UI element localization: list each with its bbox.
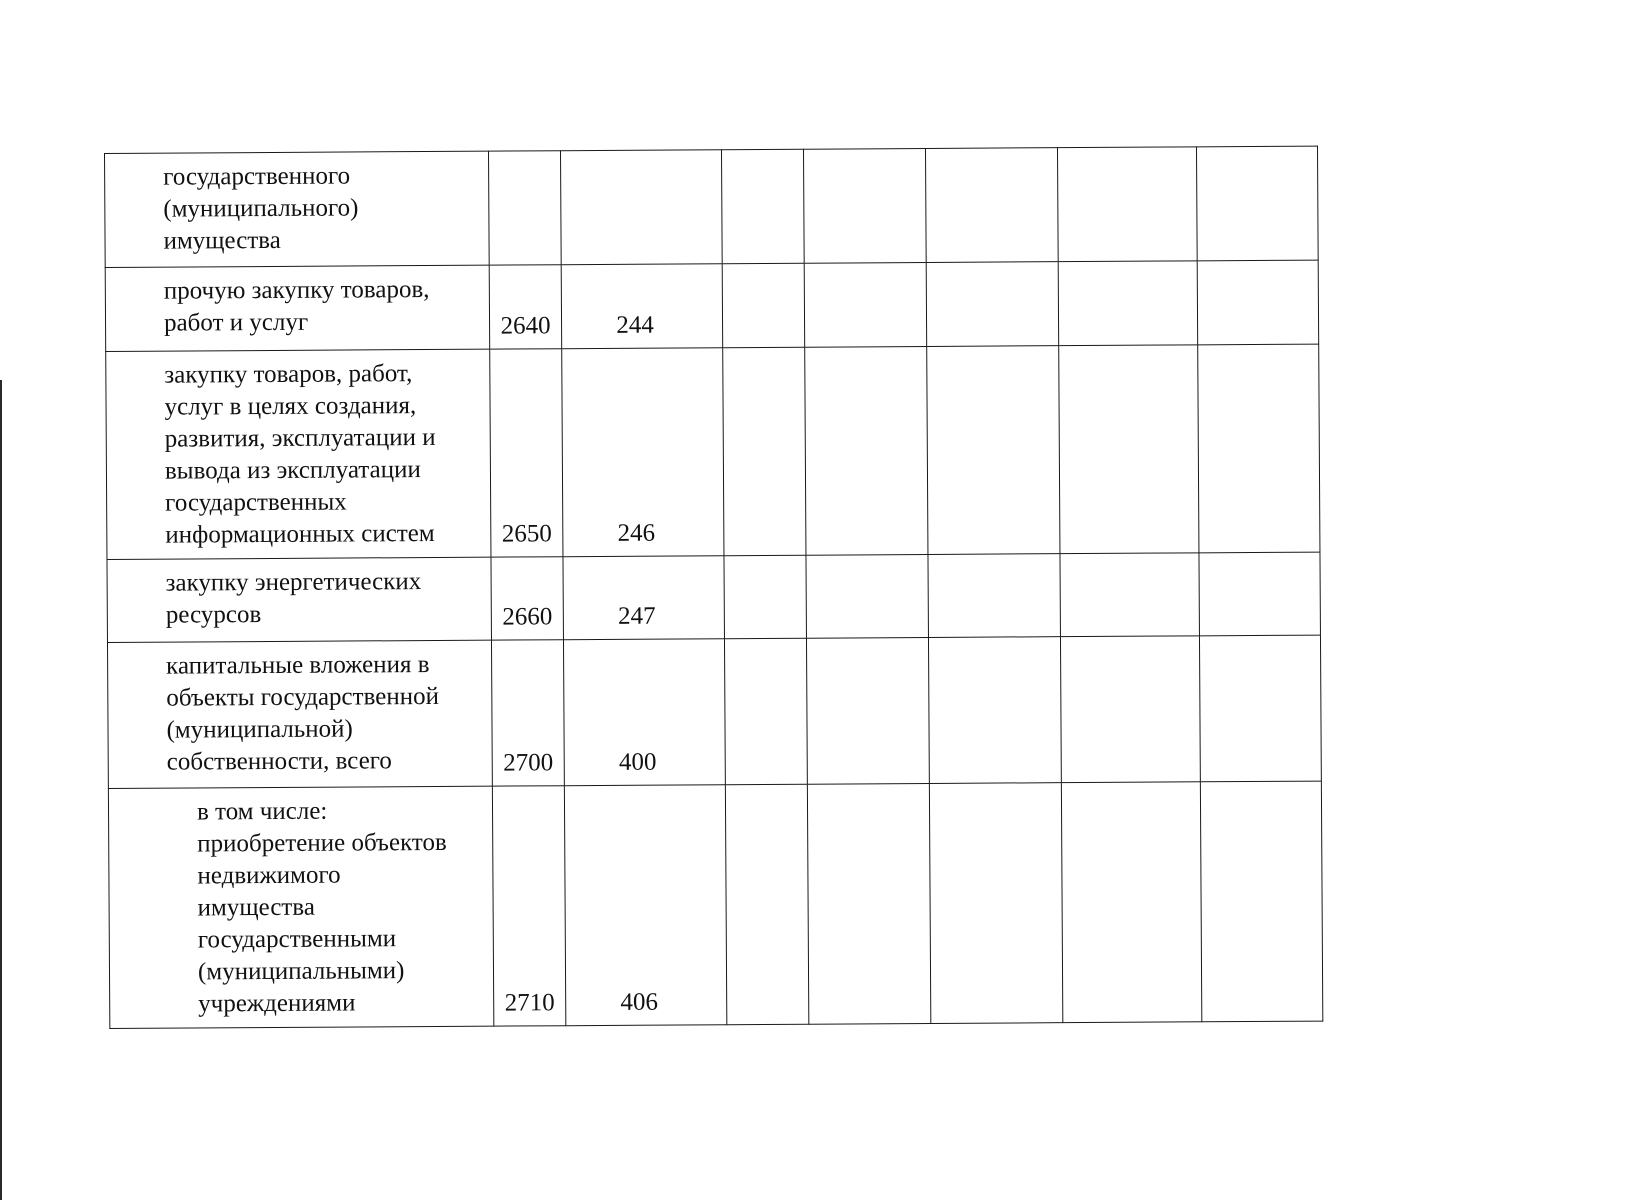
row-name: закупку товаров, работ, услуг в целях создания, развития, эксплуатации и вывода из эксплуатации государственных информационных систем: [164, 360, 436, 549]
row-budget-code: [560, 150, 722, 265]
empty-cell: [723, 347, 806, 555]
empty-cell: [806, 554, 929, 638]
empty-cell: [724, 638, 807, 784]
row-line-code: 2660: [491, 557, 564, 640]
empty-cell: [927, 346, 1060, 555]
row-name-cell: [107, 557, 491, 642]
empty-cell: [1061, 782, 1201, 1023]
budget-table: [104, 146, 1323, 1029]
empty-cell: [724, 555, 807, 638]
empty-cell: [806, 637, 929, 784]
row-name: капитальные вложения в объекты государственной (муниципальной) собственности, всего: [166, 651, 440, 776]
empty-cell: [1057, 147, 1197, 262]
empty-cell: [1059, 345, 1199, 554]
row-budget-code: 246: [562, 348, 724, 557]
table-row: [107, 635, 1321, 788]
empty-cell: [1060, 553, 1200, 637]
row-budget-code: 244: [561, 264, 723, 349]
row-name: прочую закупку товаров, работ и услуг: [163, 276, 430, 337]
empty-cell: [725, 784, 808, 1024]
empty-cell: [1198, 344, 1320, 553]
row-name-cell: [105, 151, 490, 267]
empty-cell: [928, 637, 1061, 784]
row-budget-code: 400: [563, 639, 725, 786]
row-name: закупку энергетических ресурсов: [165, 568, 422, 629]
empty-cell: [1058, 261, 1198, 346]
row-name-cell: [105, 265, 490, 351]
empty-cell: [722, 263, 805, 347]
row-name-cell: [106, 349, 491, 559]
row-line-code: [488, 151, 561, 265]
empty-cell: [1199, 635, 1321, 782]
row-name-cell: [107, 640, 492, 788]
empty-cell: [1197, 260, 1319, 345]
empty-cell: [925, 148, 1058, 263]
table-row: [108, 781, 1322, 1028]
table-row: [107, 552, 1320, 642]
empty-cell: [805, 346, 928, 555]
row-name-cell: [108, 786, 493, 1028]
scan-edge-shadow: [0, 380, 2, 1200]
empty-cell: [1199, 552, 1321, 636]
row-name: в том числе: приобретение объектов недвижимого имущества государственными (муниципальными) учреждениями: [196, 797, 447, 1018]
empty-cell: [804, 262, 927, 347]
row-line-code: 2710: [492, 786, 565, 1026]
empty-cell: [803, 148, 926, 263]
empty-cell: [928, 554, 1061, 638]
row-line-code: 2650: [490, 349, 563, 557]
empty-cell: [1060, 636, 1200, 783]
empty-cell: [929, 783, 1062, 1024]
empty-cell: [807, 783, 930, 1024]
row-line-code: 2640: [489, 265, 562, 349]
row-name: государственного (муниципального) имущества: [163, 162, 359, 255]
row-line-code: 2700: [491, 640, 564, 786]
empty-cell: [721, 149, 804, 263]
table-row: [105, 146, 1319, 267]
row-budget-code: 247: [563, 556, 725, 640]
table-row: [105, 260, 1318, 351]
row-budget-code: 406: [564, 785, 726, 1026]
empty-cell: [1196, 146, 1318, 261]
table-row: [106, 344, 1320, 559]
empty-cell: [1200, 781, 1322, 1022]
empty-cell: [926, 262, 1059, 347]
